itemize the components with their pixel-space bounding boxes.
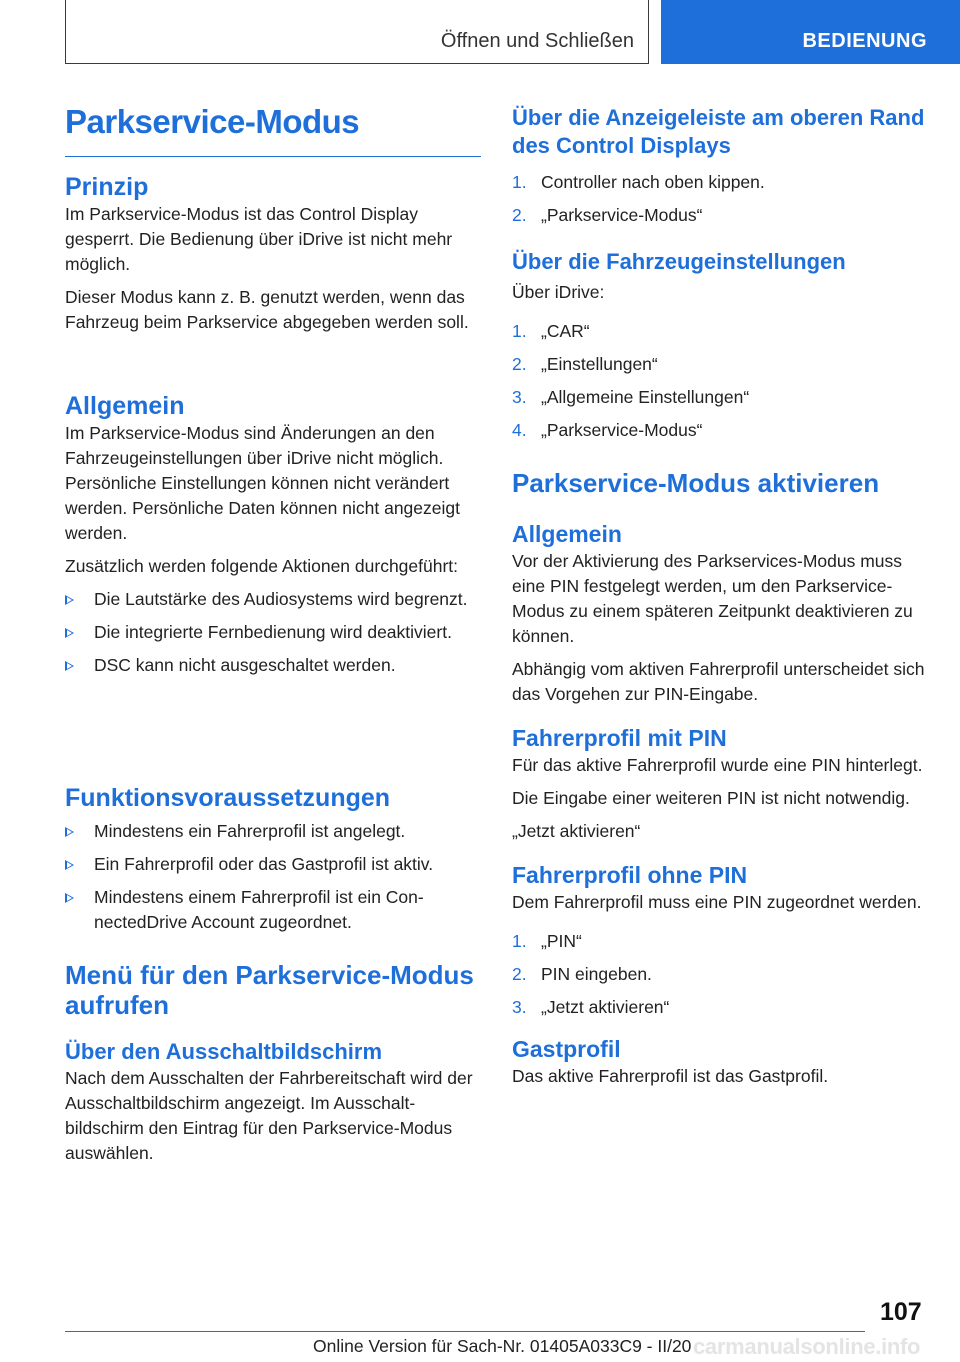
chapter-tab: BEDIENUNG [661, 0, 960, 64]
heading-menu: Menü für den Parkservice-Modus aufrufen [65, 960, 474, 1020]
footer-text: Online Version für Sach-Nr. 01405A033C9 - II/20 [313, 1336, 692, 1356]
triangle-bullet-icon [65, 661, 74, 671]
list-item: Mindestens ein Fahrerprofil ist angelegt. [65, 819, 481, 844]
menu-paragraph-1: Nach dem Ausschalten der Fahrbereitschaft wird der Ausschaltbildschirm angezeigt. Im Ausschaltbildschirm den Eintrag für den Parkservice-Modus auswählen. [65, 1068, 473, 1163]
heading-aktivieren: Parkservice-Modus aktivieren [512, 468, 880, 498]
list-item: 2. „Parkservice-Modus“ [512, 205, 703, 225]
triangle-bullet-icon [65, 893, 74, 903]
list-item: Ein Fahrerprofil oder das Gastprofil ist aktiv. [65, 852, 481, 877]
heading-anzeigeleiste: Über die Anzeigeleiste am oberen Rand des Control Displays [512, 105, 925, 158]
list-item: 3. „Jetzt aktivieren“ [512, 997, 670, 1017]
list-item: 1. Controller nach oben kippen. [512, 172, 765, 192]
fahrzeug-paragraph: Über iDrive: [512, 282, 605, 302]
anzeige-steps [512, 170, 930, 228]
page-header [0, 0, 960, 66]
list-item: Die integrierte Fernbedienung wird deaktiviert. [65, 620, 481, 645]
ohne-pin-paragraph: Dem Fahrerprofil muss eine PIN zugeordnet werden. [512, 892, 922, 912]
list-item: Die Lautstärke des Audiosystems wird begrenzt. [65, 587, 481, 612]
prinzip-paragraph-1: Im Parkservice-Modus ist das Control Display gesperrt. Die Bedienung über iDrive ist nicht mehr möglich. [65, 204, 453, 274]
aktivieren-paragraph-2: Abhängig vom aktiven Fahrerprofil unterscheidet sich das Vorgehen zur PIN-Eingabe. [512, 659, 925, 704]
section-allgemein [65, 391, 481, 686]
section-menu [65, 960, 481, 1174]
mit-pin-paragraph-2: Die Eingabe einer weiteren PIN ist nicht notwendig. [512, 788, 910, 808]
fahrzeug-steps [512, 319, 930, 443]
list-item: 4. „Parkservice-Modus“ [512, 420, 703, 440]
heading-funktionsvoraussetzungen: Funktionsvoraussetzungen [65, 784, 391, 812]
watermark: carmanualsonline.info [693, 1334, 921, 1359]
section-title: Öffnen und Schließen [65, 0, 649, 64]
allgemein-list [65, 587, 481, 678]
triangle-bullet-icon [65, 628, 74, 638]
list-item: 1. „PIN“ [512, 931, 582, 951]
prinzip-paragraph-2: Dieser Modus kann z. B. genutzt werden, wenn das Fahrzeug beim Parkservice abgegeben werden soll. [65, 287, 469, 332]
heading-fahrzeugeinstellungen: Über die Fahrzeugeinstellungen [512, 249, 846, 274]
list-item: DSC kann nicht ausgeschaltet werden. [65, 653, 481, 678]
page-number: 107 [880, 1298, 922, 1326]
list-item: 1. „CAR“ [512, 321, 590, 341]
funktion-list [65, 819, 481, 935]
gastprofil-paragraph: Das aktive Fahrerprofil ist das Gastprofil. [512, 1066, 829, 1086]
triangle-bullet-icon [65, 860, 74, 870]
section-aktivieren [512, 467, 930, 1097]
mit-pin-paragraph-1: Für das aktive Fahrerprofil wurde eine PIN hinterlegt. [512, 755, 923, 775]
heading-gastprofil: Gastprofil [512, 1036, 621, 1062]
list-item: 2. „Einstellungen“ [512, 354, 658, 374]
triangle-bullet-icon [65, 595, 74, 605]
heading-prinzip: Prinzip [65, 173, 149, 201]
footer-divider [65, 1331, 865, 1332]
list-item: 3. „Allgemeine Einstellungen“ [512, 387, 750, 407]
ohne-pin-steps [512, 929, 930, 1020]
allgemein-paragraph-2: Zusätzlich werden folgende Aktionen durchgeführt: [65, 556, 459, 576]
section-prinzip [65, 172, 481, 343]
list-item: 2. PIN eingeben. [512, 964, 652, 984]
heading-ausschaltbildschirm: Über den Ausschaltbildschirm [65, 1039, 383, 1064]
heading-mit-pin: Fahrerprofil mit PIN [512, 725, 727, 751]
mit-pin-action: „Jetzt aktivieren“ [512, 821, 641, 841]
heading-allgemein-2: Allgemein [512, 521, 622, 547]
allgemein-paragraph-1: Im Parkservice-Modus sind Änderungen an den Fahrzeugeinstellungen über iDrive nicht möglich. Persönliche Einstellungen können nicht verändert werden. Persönliche Daten können nicht angezeigt werden. [65, 423, 460, 543]
heading-allgemein: Allgemein [65, 392, 185, 420]
triangle-bullet-icon [65, 827, 74, 837]
page-title: Parkservice-Modus [65, 100, 481, 157]
list-item: Mindestens einem Fahrerprofil ist ein ConnectedDrive Account zugeordnet. [65, 885, 481, 935]
heading-ohne-pin: Fahrerprofil ohne PIN [512, 862, 748, 888]
aktivieren-paragraph-1: Vor der Aktivierung des Parkservices-Modus muss eine PIN festgelegt werden, um den Parkservice-Modus zu einem späteren Zeitpunkt deaktivieren zu können. [512, 551, 913, 646]
section-fahrzeugeinstellungen [512, 248, 930, 451]
section-funktionsvoraussetzungen [65, 783, 481, 943]
section-anzeigeleiste [512, 104, 930, 236]
